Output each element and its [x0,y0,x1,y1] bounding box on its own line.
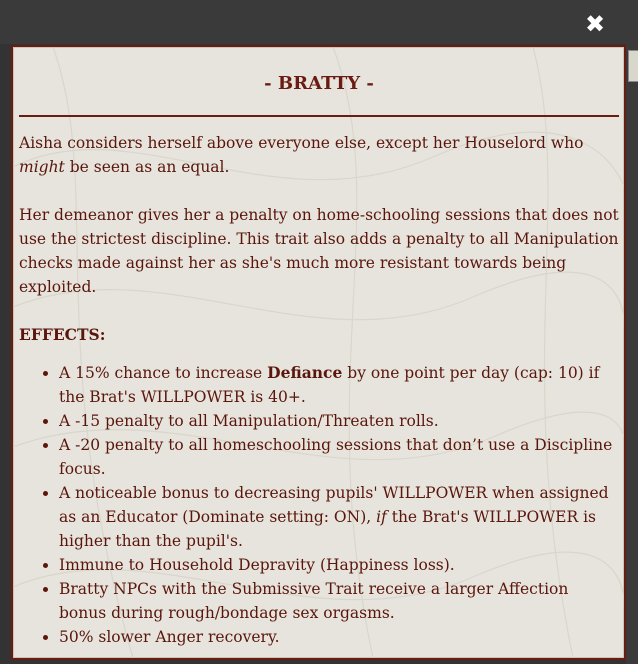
dialog-titlebar [0,0,638,44]
trait-dialog [11,45,626,660]
effect-emphasis: if [376,508,387,526]
trait-description: Her demeanor gives her a penalty on home-schooling sessions that does not use the strictest discipline. This trait also adds a penalty to all Manipulation checks made against her as she's much more resistant towards being exploited. [19,206,619,296]
intro-text-end: be seen as an equal. [64,158,230,176]
close-icon[interactable]: ✖ [584,10,606,38]
title-divider [19,115,619,117]
effect-item [59,481,619,553]
effect-text: the Brat's WILLPOWER is higher than the pupil's. [59,508,596,550]
effect-item: • Bratty NPCs with the Submissive Trait receive a larger Affection bonus during rough/bondage sex orgasms. [59,577,619,625]
effect-text: by one point per day (cap: 10) if the Brat's WILLPOWER is 40+. [59,364,600,406]
trait-title: - BRATTY - [264,73,374,94]
effect-item: • A -15 penalty to all Manipulation/Threaten rolls. [59,409,619,433]
effect-item: • A -20 penalty to all homeschooling sessions that don’t use a Discipline focus. [59,433,619,481]
background-window-edge [626,44,638,664]
intro-text: Aisha considers herself above everyone else, except her Houselord who [19,134,584,152]
intro-emphasis: might [19,158,65,176]
effect-item [59,361,619,409]
background-window-fragment [628,50,638,82]
effect-text: A 15% chance to increase [59,364,268,382]
effect-text: A noticeable bonus to decreasing pupils' WILLPOWER when assigned as an Educator (Dominate setting: ON), [59,484,609,526]
effect-item: • 50% slower Anger recovery. [59,625,619,649]
defiance-keyword: Defiance [267,363,343,382]
trait-intro [19,131,619,179]
dialog-content [19,47,619,649]
effects-list [19,361,619,649]
effect-item: • Immune to Household Depravity (Happiness loss). [59,553,619,577]
effects-heading: EFFECTS: [19,325,106,344]
